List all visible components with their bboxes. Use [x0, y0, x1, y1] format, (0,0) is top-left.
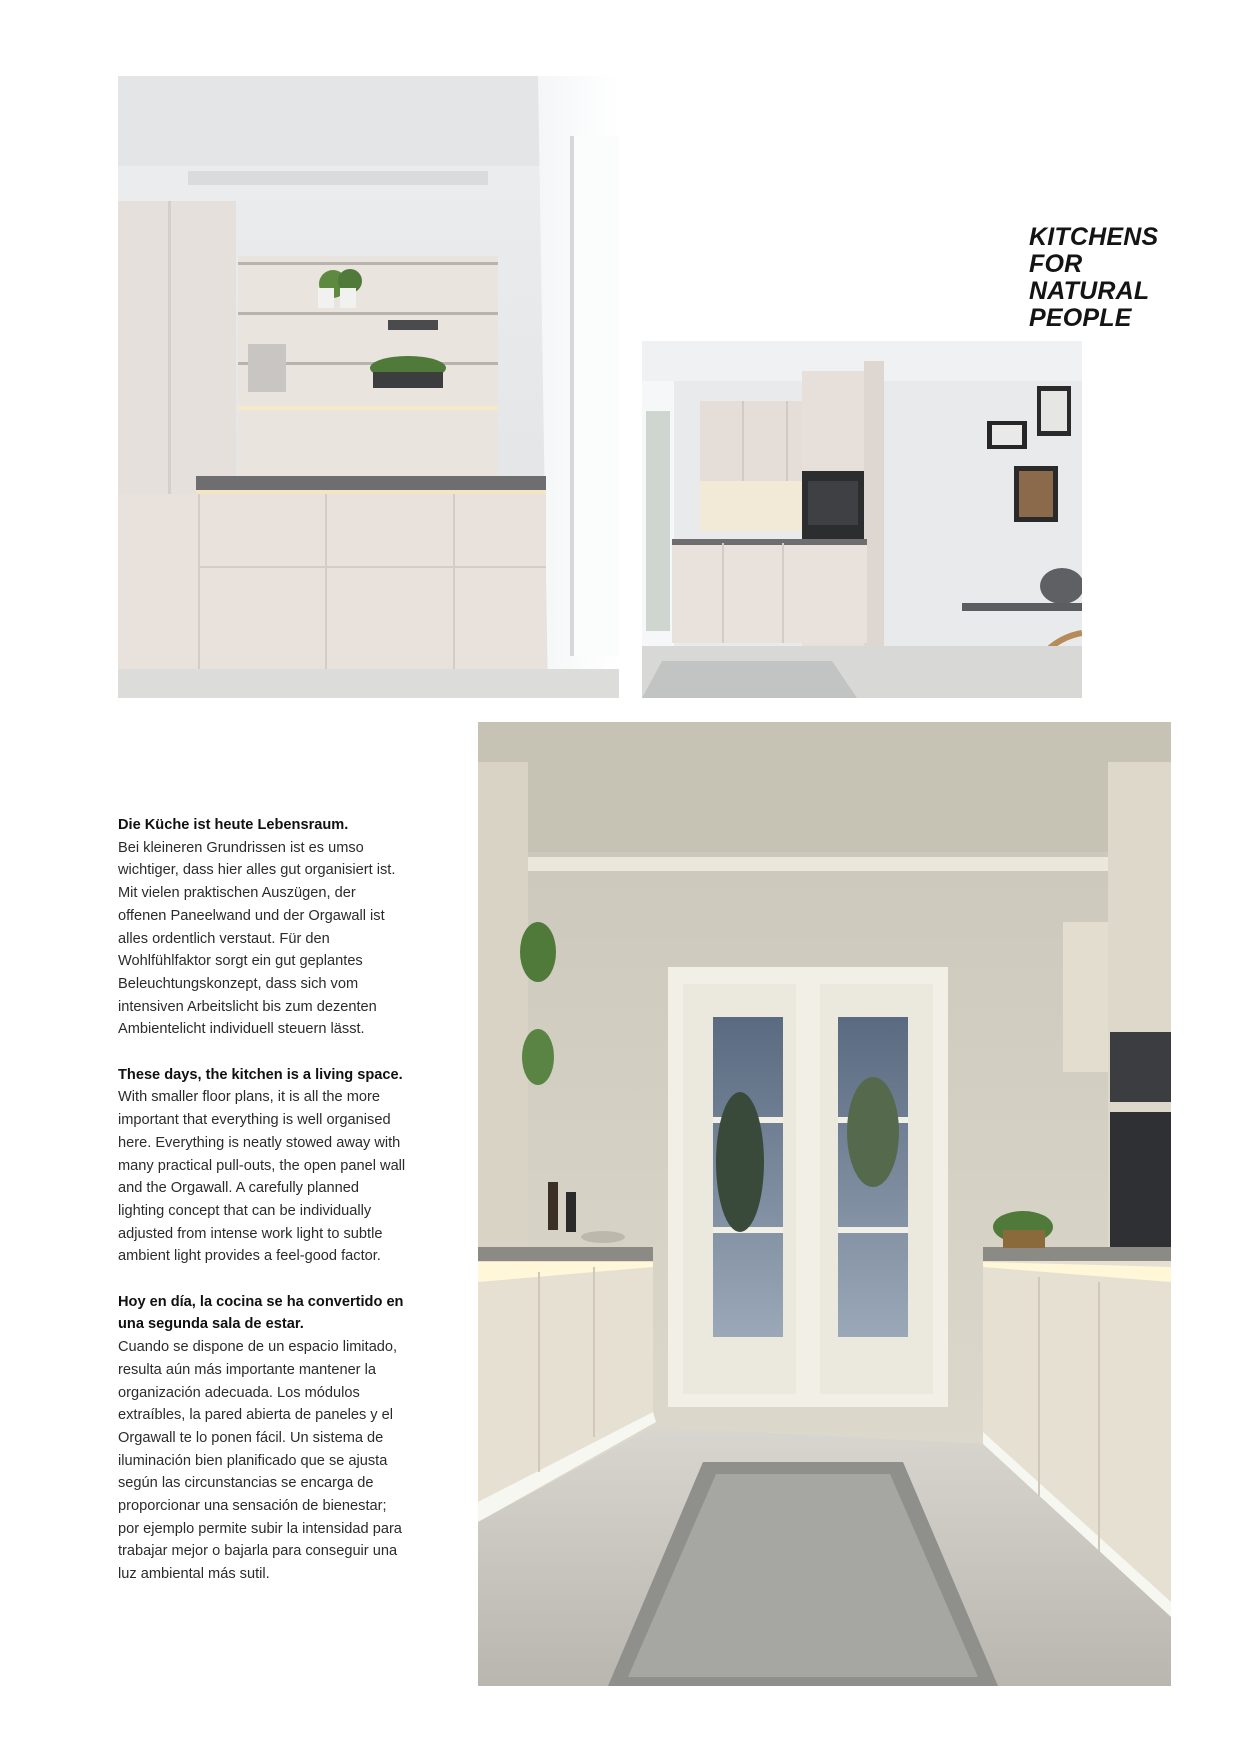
heading-line: NATURAL — [1029, 277, 1150, 305]
text-german: Bei kleineren Grundrissen ist es umso wichtiger, dass hier alles gut organisiert ist. Mit vielen praktischen Auszügen, der offenen Paneelwand und der Orgawall ist alles ordentlich verstaut. Für den Wohlfühlfaktor sorgt ein gut geplantes Beleuchtungskonzept, dass sich vom intensiven Arbeitslicht bis zum dezenten Ambientelicht individuell steuern lässt. — [118, 839, 396, 1038]
heading-line: PEOPLE — [1029, 304, 1132, 332]
lead-english: These days, the kitchen is a living space. — [118, 1066, 403, 1083]
paragraph-spanish — [118, 1291, 408, 1586]
lead-german: Die Küche ist heute Lebensraum. — [118, 817, 349, 833]
text-english: With smaller floor plans, it is all the more important that everything is well organised here. Everything is neatly stowed away with many practical pull-outs, the open panel wall and the Orgawall. A carefully planned lighting concept that can be individually adjusted from intense work light to subtle ambient light provides a feel-good factor. — [118, 1089, 406, 1265]
paragraph-german — [118, 814, 408, 1041]
photo-kitchen-tall-units — [642, 341, 1082, 698]
page-heading — [1029, 224, 1219, 332]
photo-kitchen-galley-doors — [478, 722, 1171, 1686]
body-copy — [118, 814, 408, 1609]
heading-line: FOR — [1029, 250, 1083, 278]
heading-line: KITCHENS — [1029, 223, 1159, 251]
text-spanish: Cuando se dispone de un espacio limitado, resulta aún más importante mantener la organización adecuada. Los módulos extraíbles, la pared abierta de paneles y el Orgawall te lo ponen fácil. Un sistema de iluminación bien planificado que se ajusta según las circunstancias se encarga de proporcionar una sensación de bienestar; por ejemplo permite subir la intensidad para trabajar mejor o bajarla para conseguir una luz ambiental más sutil. — [118, 1339, 402, 1583]
paragraph-english — [118, 1064, 408, 1268]
photo-kitchen-panel-wall — [118, 76, 619, 698]
lead-spanish: Hoy en día, la cocina se ha convertido en una segunda sala de estar. — [118, 1293, 404, 1333]
